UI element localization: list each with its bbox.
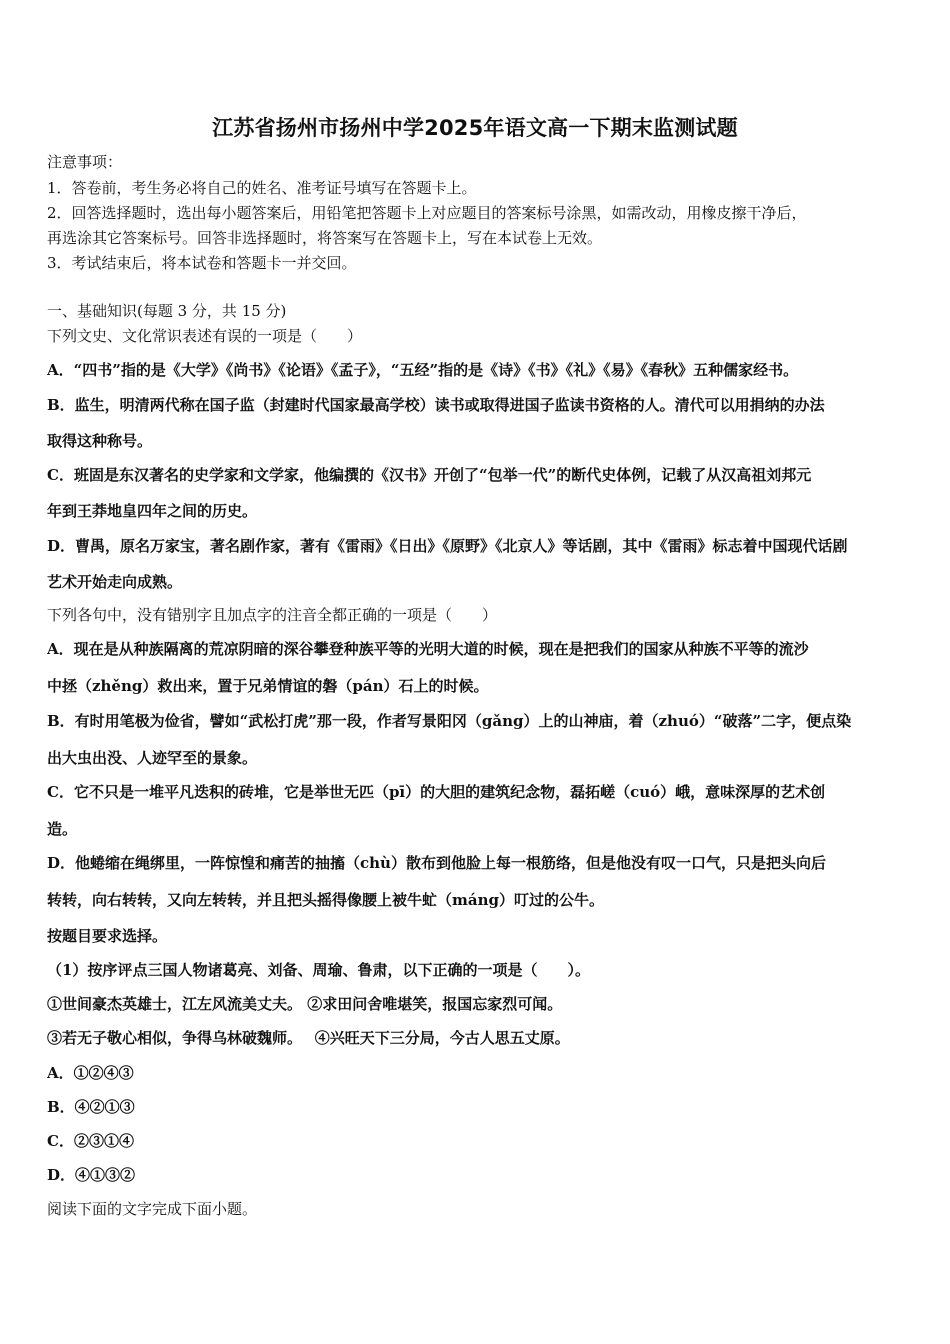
question-1-line: 艺术开始走向成熟。 <box>47 573 183 591</box>
question-3-sub: （1）按序评点三国人物诸葛亮、刘备、周瑜、鲁肃，以下正确的一项是（ ）。 <box>47 961 590 979</box>
note-item: 1．答卷前，考生务必将自己的姓名、准考证号填写在答题卡上。 <box>47 179 477 197</box>
question-1-line: 年到王莽地皇四年之间的历史。 <box>47 502 258 520</box>
question-2-line: C．它不只是一堆平凡迭积的砖堆，它是举世无匹（pī）的大胆的建筑纪念物，磊拓嵯（cuó）峨，意味深厚的艺术创 <box>47 783 826 801</box>
question-1-stem: 下列文史、文化常识表述有误的一项是（ ） <box>47 327 363 345</box>
note-item: 再选涂其它答案标号。回答非选择题时，将答案写在答题卡上，写在本试卷上无效。 <box>47 229 603 247</box>
option-d: D．④①③② <box>47 1166 136 1184</box>
question-2-stem: 下列各句中，没有错别字且加点字的注音全都正确的一项是（ ） <box>47 606 498 624</box>
question-1-line: 取得这种称号。 <box>47 432 153 450</box>
question-2-line: D．他蜷缩在绳绑里，一阵惊惶和痛苦的抽搐（chù）散布到他脸上每一根筋络，但是他没有叹一口气，只是把头向后 <box>47 854 826 872</box>
question-1-line: B．监生，明清两代称在国子监（封建时代国家最高学校）读书或取得进国子监读书资格的人。清代可以用捐纳的办法 <box>47 396 825 414</box>
note-item: 2．回答选择题时，选出每小题答案后，用铅笔把答题卡上对应题目的答案标号涂黑，如需改动，用橡皮擦干净后， <box>47 204 807 222</box>
question-1-line: C．班固是东汉著名的史学家和文学家，他编撰的《汉书》开创了“包举一代”的断代史体例，记载了从汉高祖刘邦元 <box>47 466 812 484</box>
question-2-line: 出大虫出没、人迹罕至的景象。 <box>47 749 258 767</box>
option-a: A．①②④③ <box>47 1064 134 1082</box>
question-1-line: A．“四书”指的是《大学》《尚书》《论语》《孟子》，“五经”指的是《诗》《书》《礼》《易》《春秋》五种儒家经书。 <box>47 361 799 379</box>
question-2-line: 中拯（zhěng）救出来，置于兄弟情谊的磐（pán）石上的时候。 <box>47 677 489 695</box>
question-2-line: B．有时用笔极为俭省，譬如“武松打虎”那一段，作者写景阳冈（gǎng）上的山神庙，着（zhuó）“破落”二字，便点染 <box>47 712 852 730</box>
question-3-verse: ③若无子敬心相似，争得乌林破魏师。 ④兴旺天下三分局，今古人思五丈原。 <box>47 1029 570 1047</box>
question-2-line: 造。 <box>47 820 78 838</box>
question-1-line: D．曹禺，原名万家宝，著名剧作家，著有《雷雨》《日出》《原野》《北京人》等话剧，其中《雷雨》标志着中国现代话剧 <box>47 537 848 555</box>
page-title: 江苏省扬州市扬州中学2025年语文高一下期末监测试题 <box>212 116 738 140</box>
option-b: B．④②①③ <box>47 1098 135 1116</box>
reading-instruction: 阅读下面的文字完成下面小题。 <box>47 1200 258 1218</box>
notes-heading: 注意事项： <box>47 153 123 171</box>
question-3-verse: ①世间豪杰英雄士，江左风流美丈夫。 ②求田问舍唯堪笑，报国忘家烈可闻。 <box>47 995 563 1013</box>
question-2-line: A．现在是从种族隔离的荒凉阴暗的深谷攀登种族平等的光明大道的时候，现在是把我们的国家从种族不平等的流沙 <box>47 640 809 658</box>
question-3-stem: 按题目要求选择。 <box>47 927 168 945</box>
note-item: 3．考试结束后，将本试卷和答题卡一并交回。 <box>47 254 357 272</box>
option-c: C．②③①④ <box>47 1132 134 1150</box>
question-2-line: 转转，向右转转，又向左转转，并且把头摇得像腰上被牛虻（máng）叮过的公牛。 <box>47 891 604 909</box>
section-heading: 一、基础知识(每题 3 分，共 15 分) <box>47 302 287 320</box>
